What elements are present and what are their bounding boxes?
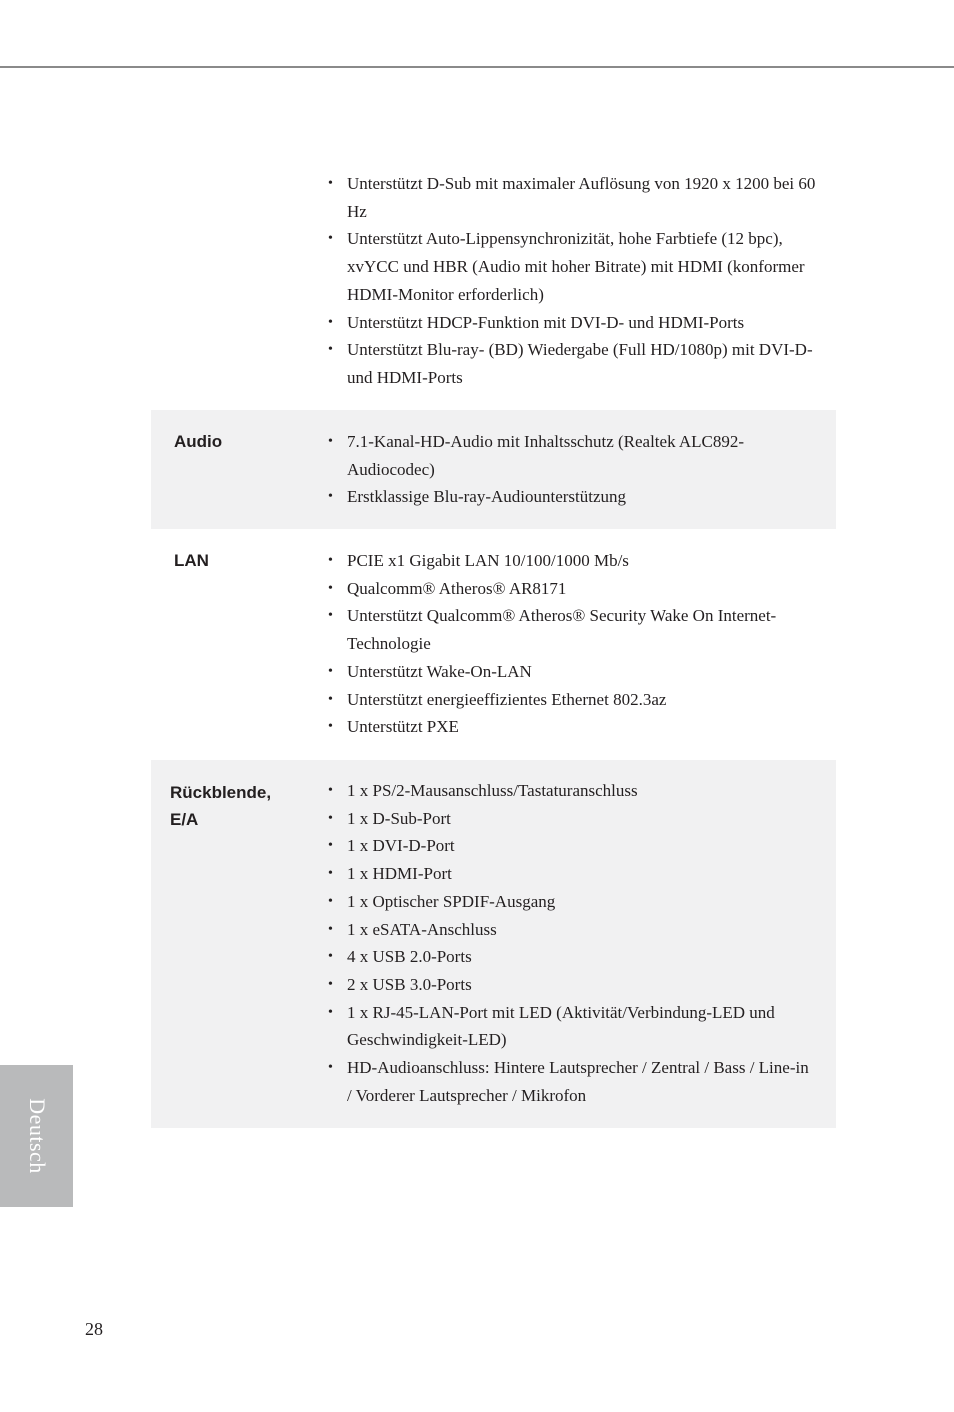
list-item: • Qualcomm® Atheros® AR8171 (347, 575, 817, 603)
graphics-feature-list (347, 170, 817, 392)
lan-feature-list (347, 547, 817, 741)
list-item: • Unterstützt Auto-Lippensynchronizität, hohe Farbtiefe (12 bpc), xvYCC und HBR (Audio mit hoher Bitrate) mit HDMI (konformer HDMI-Monitor erforderlich) (347, 225, 817, 308)
rear-panel-port-list (347, 777, 817, 1109)
list-item: • 7.1-Kanal-HD-Audio mit Inhaltsschutz (Realtek ALC892-Audiocodec) (347, 428, 817, 483)
list-item: • HD-Audioanschluss: Hintere Lautsprecher / Zentral / Bass / Line-in / Vorderer Lautsprecher / Mikrofon (347, 1054, 817, 1109)
section-label-audio: Audio (174, 432, 223, 451)
list-item: • 2 x USB 3.0-Ports (347, 971, 817, 999)
list-item: • PCIE x1 Gigabit LAN 10/100/1000 Mb/s (347, 547, 817, 575)
list-item: • 1 x DVI-D-Port (347, 832, 817, 860)
header-rule (0, 66, 954, 68)
list-item: • 1 x eSATA-Anschluss (347, 916, 817, 944)
spec-section-audio (151, 410, 836, 529)
page-number: 28 (85, 1319, 103, 1339)
list-item: • Unterstützt Qualcomm® Atheros® Security Wake On Internet-Technologie (347, 602, 817, 657)
section-label-lan: LAN (174, 551, 209, 570)
list-item: • Unterstützt HDCP-Funktion mit DVI-D- und HDMI-Ports (347, 309, 817, 337)
list-item: • Erstklassige Blu-ray-Audiounterstützung (347, 483, 817, 511)
list-item: • Unterstützt Wake-On-LAN (347, 658, 817, 686)
list-item: • 1 x HDMI-Port (347, 860, 817, 888)
list-item: • Unterstützt energieeffizientes Ethernet 802.3az (347, 686, 817, 714)
audio-feature-list (347, 428, 817, 511)
spec-section-rear-panel (151, 760, 836, 1128)
section-label-rear-panel (170, 779, 271, 833)
section-label-line: Rückblende, (170, 783, 272, 802)
list-item: • Unterstützt D-Sub mit maximaler Auflösung von 1920 x 1200 bei 60 Hz (347, 170, 817, 225)
language-side-tab (0, 1065, 73, 1207)
list-item: • 1 x Optischer SPDIF-Ausgang (347, 888, 817, 916)
list-item: • 4 x USB 2.0-Ports (347, 943, 817, 971)
spec-section-graphics-continued (151, 170, 836, 398)
language-tab-label: Deutsch (24, 1098, 50, 1174)
list-item: • 1 x PS/2-Mausanschluss/Tastaturanschluss (347, 777, 817, 805)
list-item: • Unterstützt PXE (347, 713, 817, 741)
section-label-line: E/A (170, 810, 199, 829)
list-item: • 1 x RJ-45-LAN-Port mit LED (Aktivität/Verbindung-LED und Geschwindigkeit-LED) (347, 999, 817, 1054)
spec-section-lan (151, 529, 836, 760)
list-item: • Unterstützt Blu-ray- (BD) Wiedergabe (Full HD/1080p) mit DVI-D- und HDMI-Ports (347, 336, 817, 391)
list-item: • 1 x D-Sub-Port (347, 805, 817, 833)
